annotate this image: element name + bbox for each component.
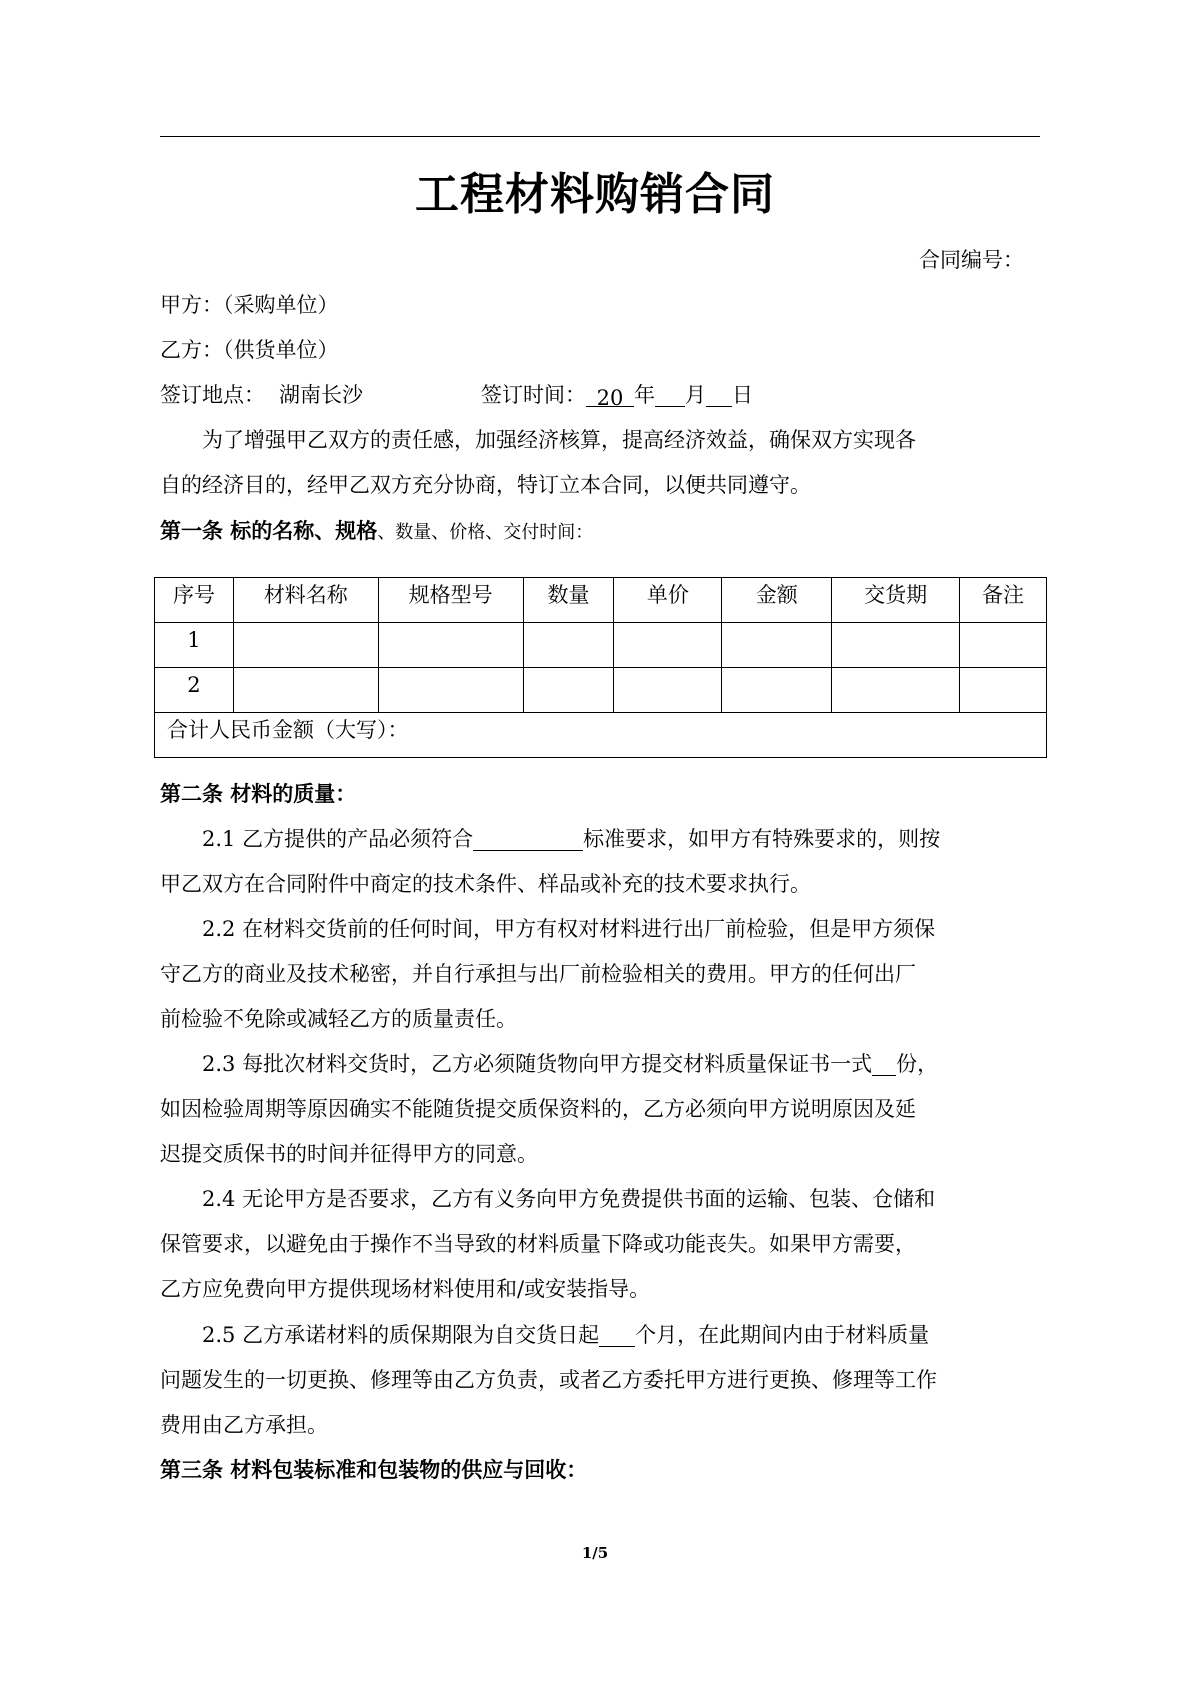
- sign-place-label: 签订地点：: [160, 383, 265, 407]
- clause-2-1-line-2: 甲乙双方在合同附件中商定的技术条件、样品或补充的技术要求执行。: [160, 872, 811, 896]
- article-1-heading: [160, 519, 593, 545]
- header-cell: 交货期: [832, 578, 960, 623]
- table-cell: [378, 623, 523, 668]
- intro-line-2: 自的经济目的，经甲乙双方充分协商，特订立本合同，以便共同遵守。: [160, 473, 811, 497]
- standard-blank: [473, 830, 583, 851]
- header-cell: 材料名称: [233, 578, 378, 623]
- day-blank: [706, 386, 732, 407]
- clause-2-4-line-3: 乙方应免费向甲方提供现场材料使用和/或安装指导。: [160, 1277, 651, 1301]
- intro-line-1: 为了增强甲乙双方的责任感，加强经济核算，提高经济效益，确保双方实现各: [202, 428, 916, 452]
- clause-2-3-text-b: 份，: [896, 1052, 939, 1076]
- table-cell: [832, 623, 960, 668]
- header-cell: 规格型号: [378, 578, 523, 623]
- table-cell: [233, 668, 378, 713]
- table-cell: [614, 623, 722, 668]
- header-cell: 数量: [523, 578, 614, 623]
- table-row: [155, 623, 1047, 668]
- article-3-heading: 第三条 材料包装标准和包装物的供应与回收：: [160, 1457, 588, 1482]
- clause-2-3-text-a: 2.3 每批次材料交货时，乙方必须随货物向甲方提交材料质量保证书一式: [202, 1052, 873, 1076]
- clause-2-3-line-1: [202, 1052, 938, 1076]
- document-title: 工程材料购销合同: [415, 169, 775, 220]
- table-total-row: [155, 713, 1047, 758]
- month-blank: [655, 386, 685, 407]
- clause-2-4-line-1: 2.4 无论甲方是否要求，乙方有义务向甲方免费提供书面的运输、包装、仓储和: [202, 1187, 936, 1211]
- table-cell: [722, 668, 832, 713]
- page-number: 1/5: [581, 1544, 609, 1562]
- table-cell: [523, 668, 614, 713]
- clause-2-1-text-a: 2.1 乙方提供的产品必须符合: [202, 827, 474, 851]
- table-cell: [378, 668, 523, 713]
- party-b-line: 乙方：（供货单位）: [160, 338, 339, 362]
- clause-2-2-line-1: 2.2 在材料交货前的任何时间，甲方有权对材料进行出厂前检验，但是甲方须保: [202, 917, 936, 941]
- sign-place-value: 湖南长沙: [279, 383, 363, 407]
- contract-number-label: 合同编号：: [919, 248, 1024, 272]
- year-label: 年: [634, 383, 655, 407]
- clause-2-5-line-1: [202, 1323, 929, 1347]
- month-label: 月: [685, 383, 706, 407]
- top-rule: [160, 136, 1040, 137]
- table-cell: [523, 623, 614, 668]
- table-header-row: [155, 578, 1047, 623]
- sign-year-prefix: 20: [586, 386, 634, 407]
- clause-2-3-line-2: 如因检验周期等原因确实不能随货提交质保资料的，乙方必须向甲方说明原因及延: [160, 1097, 916, 1121]
- header-cell: 备注: [960, 578, 1047, 623]
- clause-2-3-line-3: 迟提交质保书的时间并征得甲方的同意。: [160, 1142, 538, 1166]
- table-cell: [233, 623, 378, 668]
- table-cell: [960, 668, 1047, 713]
- header-cell: 单价: [614, 578, 722, 623]
- sign-time-label: 签订时间：: [481, 383, 586, 407]
- article-1-title-tail: 、数量、价格、交付时间：: [377, 522, 594, 543]
- party-a-line: 甲方：（采购单位）: [160, 293, 339, 317]
- copies-blank: [872, 1055, 896, 1076]
- total-amount-cell: 合计人民币金额（大写）：: [155, 713, 1047, 758]
- table-cell: [614, 668, 722, 713]
- clause-2-5-line-3: 费用由乙方承担。: [160, 1413, 328, 1437]
- table-row: [155, 668, 1047, 713]
- clause-2-1-line-1: [202, 827, 940, 851]
- clause-2-4-line-2: 保管要求，以避免由于操作不当导致的材料质量下降或功能丧失。如果甲方需要，: [160, 1232, 916, 1256]
- materials-table: [154, 577, 1047, 758]
- clause-2-2-line-2: 守乙方的商业及技术秘密，并自行承担与出厂前检验相关的费用。甲方的任何出厂: [160, 962, 916, 986]
- warranty-months-blank: [599, 1326, 635, 1347]
- signing-info-line: [160, 383, 753, 410]
- header-cell: 金额: [722, 578, 832, 623]
- clause-2-5-line-2: 问题发生的一切更换、修理等由乙方负责，或者乙方委托甲方进行更换、修理等工作: [160, 1368, 937, 1392]
- article-1-title: 第一条 标的名称、规格: [160, 518, 378, 543]
- table-cell: [960, 623, 1047, 668]
- clause-2-2-line-3: 前检验不免除或减轻乙方的质量责任。: [160, 1007, 517, 1031]
- clause-2-1-text-b: 标准要求，如甲方有特殊要求的，则按: [583, 827, 941, 851]
- clause-2-5-text-b: 个月，在此期间内由于材料质量: [635, 1323, 930, 1347]
- clause-2-5-text-a: 2.5 乙方承诺材料的质保期限为自交货日起: [202, 1323, 600, 1347]
- header-cell: 序号: [155, 578, 234, 623]
- row-number-cell: 1: [155, 623, 234, 668]
- row-number-cell: 2: [155, 668, 234, 713]
- table-cell: [832, 668, 960, 713]
- table-cell: [722, 623, 832, 668]
- article-2-heading: 第二条 材料的质量：: [160, 781, 357, 806]
- day-label: 日: [732, 383, 753, 407]
